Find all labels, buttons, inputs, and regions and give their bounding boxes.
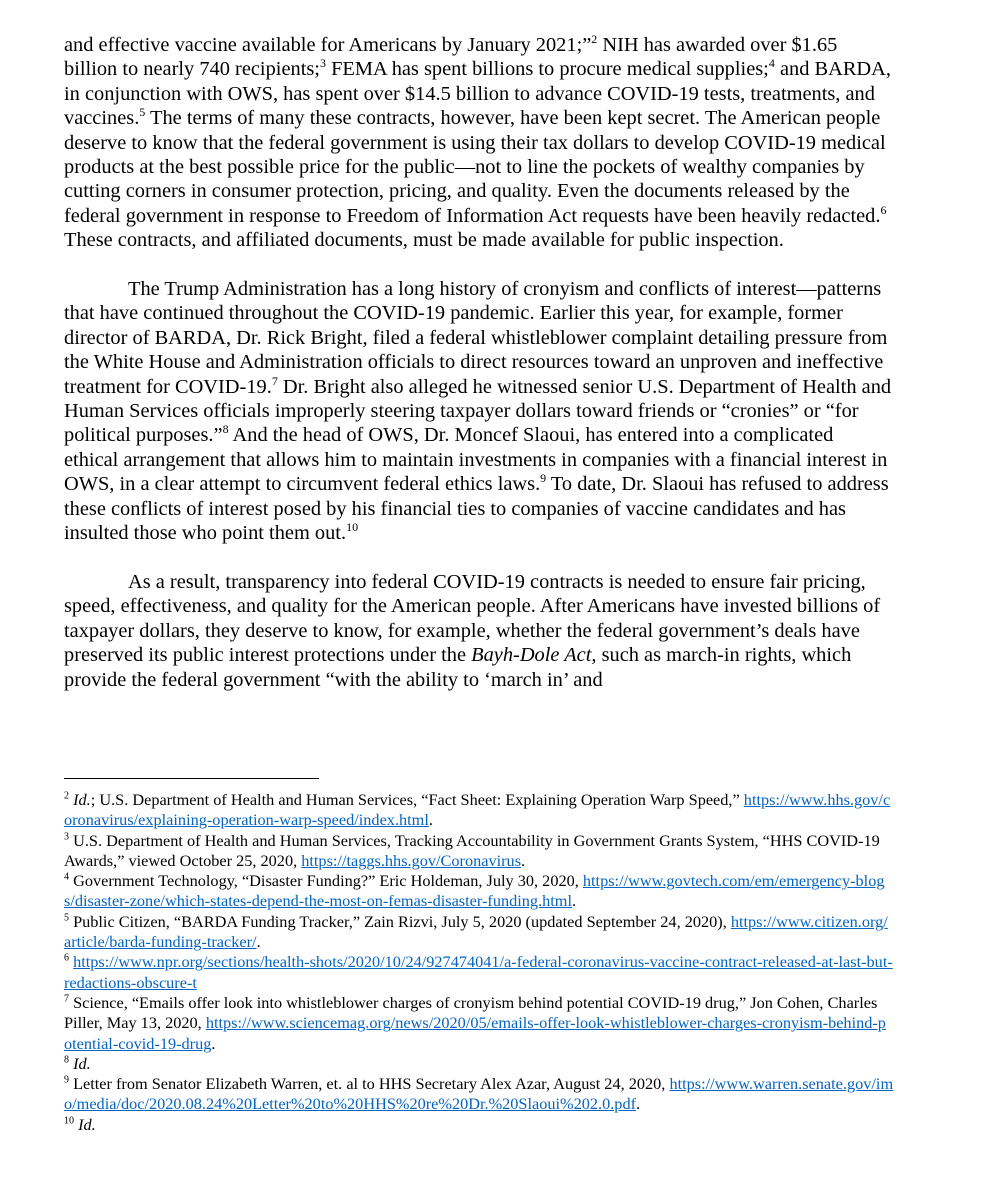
footnote-9: $^9$ Letter from Senator Elizabeth Warren, et. al to HHS Secretary Alex Azar, August 24, 2020, https://www.warren.senate.gov/imo/media/doc/2020.08.24%20Letter%20to%20HHS%20re%20Dr.%20Slaoui%202.0.pdf. — [64, 1074, 894, 1114]
footnote-7: $^7$ Science, “Emails offer look into whistleblower charges of cronyism behind potential COVID-19 drug,” Jon Cohen, Charles Piller, May 13, 2020, https://www.sciencemag.org/news/2020/05/emails-offer-look-whistleblower-charges-cronyism-behind-potential-covid-19-drug. — [64, 992, 886, 1053]
footnote-ref-2: 2 — [591, 32, 598, 47]
footnote-ref-9: 9 — [540, 471, 547, 486]
footnote-9-link[interactable]: https://www.warren.senate.gov/imo/media/doc/2020.08.24%20Letter%20to%20HHS%20re%20Dr.%20Slaoui%202.0.pdf — [64, 1074, 894, 1114]
footnote-4: $^4$ Government Technology, “Disaster Funding?” Eric Holdeman, July 30, 2020, https://www.govtech.com/em/emergency-blogs/disaster-zone/which-states-depend-the-most-on-femas-disaster-funding.html. — [64, 871, 885, 911]
footnote-4-link[interactable]: https://www.govtech.com/em/emergency-blogs/disaster-zone/which-states-depend-the-most-on-femas-disaster-funding.html — [64, 871, 885, 911]
footnote-3: $^3$ U.S. Department of Health and Human Services, Tracking Accountability in Government Grants System, “HHS COVID-19 Awards,” viewed October 25, 2020, https://taggs.hhs.gov/Coronavirus. — [64, 830, 880, 870]
footnotes — [64, 790, 894, 1135]
footnote-ref-7: 7 — [271, 373, 278, 388]
footnote-10: $^{10}$ Id. — [64, 1114, 96, 1134]
footnote-ref-4: 4 — [768, 56, 775, 71]
footnote-6: $^6$ https://www.npr.org/sections/health-shots/2020/10/24/927474041/a-federal-coronavirus-vaccine-contract-released-at-last-but-redactions-obscure-t — [64, 952, 893, 992]
footnote-5-link[interactable]: https://www.citizen.org/article/barda-funding-tracker/ — [64, 911, 888, 952]
footnote-ref-5: 5 — [139, 105, 146, 120]
footnote-5: $^5$ Public Citizen, “BARDA Funding Tracker,” Zain Rizvi, July 5, 2020 (updated September 24, 2020), https://www.citizen.org/article/barda-funding-tracker/. — [64, 911, 888, 952]
paragraph-2: The Trump Administration has a long history of cronyism and conflicts of interest—patterns that have continued throughout the COVID-19 pandemic. Earlier this year, for example, former director of BARDA, Dr. Rick Bright, filed a federal whistleblower complaint detailing pressure from the White House and Administration officials to direct resources toward an unproven and ineffective treatment for COVID-19.$^7$ Dr. Bright also alleged he witnessed senior U.S. Department of Health and Human Services officials improperly steering taxpayer dollars toward friends or “cronies” or “for political purposes.”$^8$ And the head of OWS, Dr. Moncef Slaoui, has entered into a complicated ethical arrangement that allows him to maintain investments in companies with a financial interest in OWS, in a clear attempt to circumvent federal ethics laws.$^9$ To date, Dr. Slaoui has refused to address these conflicts of interest posed by his financial ties to companies of vaccine candidates and has insulted those who point them out.$^{10}$ — [64, 278, 892, 545]
footnote-2: $^2$ Id.; U.S. Department of Health and Human Services, “Fact Sheet: Explaining Operation Warp Speed,” https://www.hhs.gov/coronavirus/explaining-operation-warp-speed/index.html. — [64, 790, 891, 830]
footnote-ref-6: 6 — [880, 203, 887, 218]
footnote-ref-8: 8 — [222, 422, 229, 437]
footnote-2-link[interactable]: https://www.hhs.gov/coronavirus/explaining-operation-warp-speed/index.html — [64, 790, 891, 830]
footnote-6-link[interactable]: https://www.npr.org/sections/health-shots/2020/10/24/927474041/a-federal-coronavirus-vaccine-contract-released-at-last-but-redactions-obscure-t — [64, 952, 893, 992]
footnote-8: $^8$ Id. — [64, 1053, 91, 1073]
footnote-7-link[interactable]: https://www.sciencemag.org/news/2020/05/emails-offer-look-whistleblower-charges-cronyism-behind-potential-covid-19-drug — [64, 1013, 886, 1053]
body-text — [64, 33, 892, 716]
bayh-dole-act-title: Bayh-Dole Act, — [471, 644, 597, 667]
footnote-ref-10: 10 — [346, 520, 359, 535]
paragraph-3: As a result, transparency into federal COVID-19 contracts is needed to ensure fair pricing, speed, effectiveness, and quality for the American people. After Americans have invested billions of taxpayer dollars, they deserve to know, for example, whether the federal government’s deals have preserved its public interest protections under the Bayh-Dole Act, such as march-in rights, which provide the federal government “with the ability to ‘march in’ and — [64, 570, 881, 691]
footnote-3-link[interactable]: https://taggs.hhs.gov/Coronavirus — [301, 850, 522, 870]
footnote-ref-3: 3 — [319, 56, 326, 71]
footnote-separator — [64, 778, 319, 779]
paragraph-1: and effective vaccine available for Americans by January 2021;”$^2$ NIH has awarded over $1.65 billion to nearly 740 recipients;$^3$ FEMA has spent billions to procure medical supplies;$^4$ and BARDA, in conjunction with OWS, has spent over $14.5 billion to advance COVID-19 tests, treatments, and vaccines.$^5$ The terms of many these contracts, however, have been kept secret. The American people deserve to know that the federal government is using their tax dollars to develop COVID-19 medical products at the best possible price for the public—not to line the pockets of wealthy companies by cutting corners in consumer protection, pricing, and quality. Even the documents released by the federal government in response to Freedom of Information Act requests have been heavily redacted.$^6$ These contracts, and affiliated documents, must be made available for public inspection. — [64, 32, 891, 252]
